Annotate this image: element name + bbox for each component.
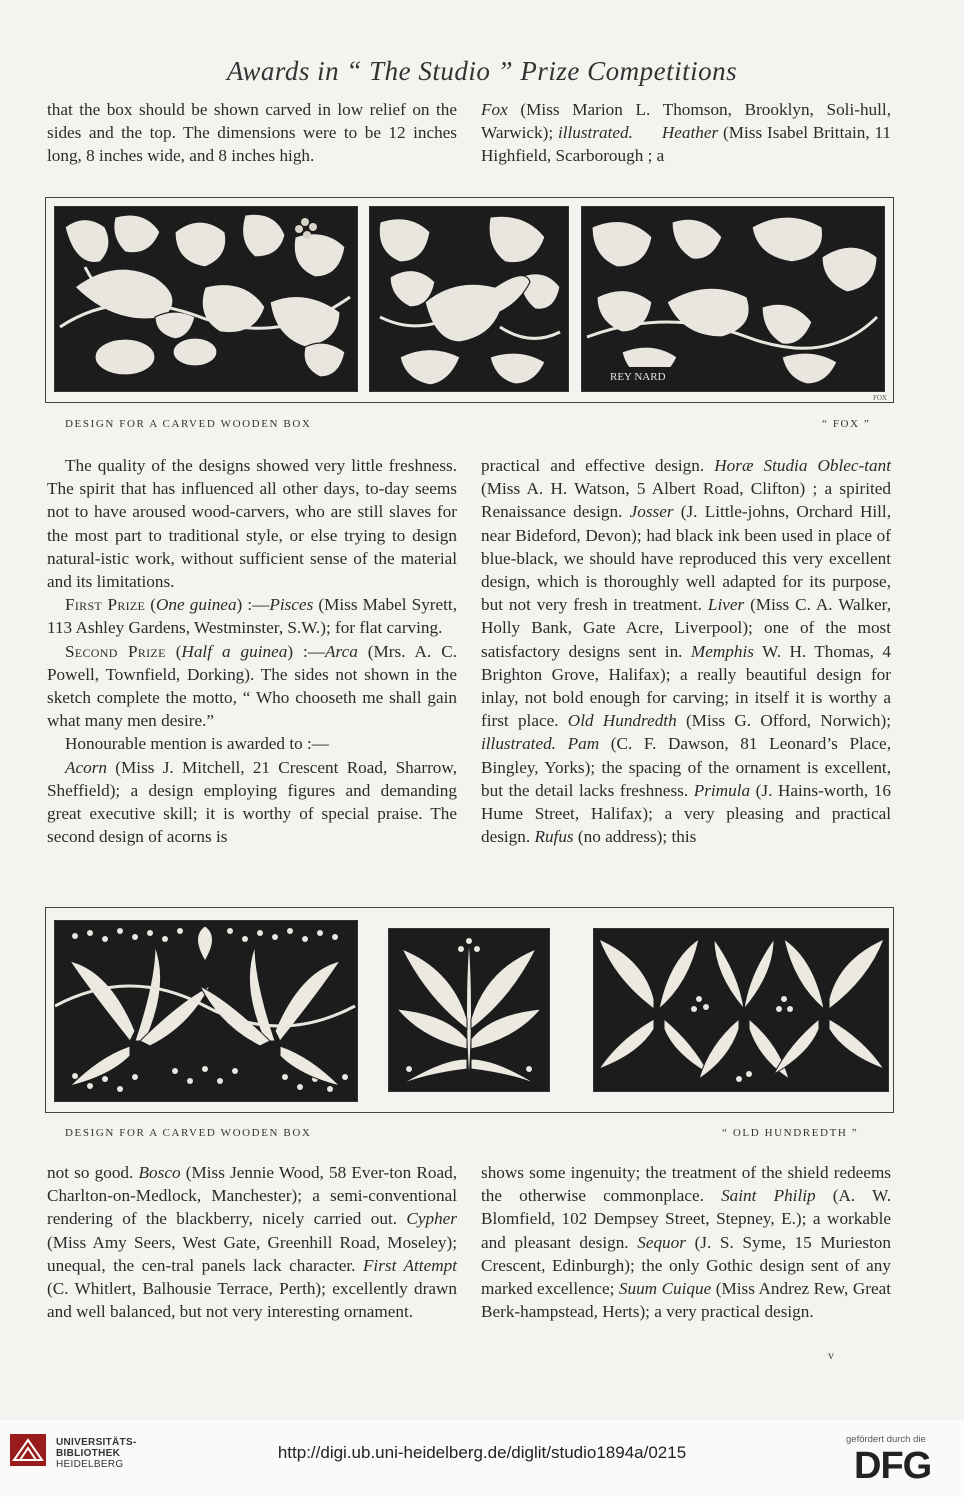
fox-corner-label: FOX bbox=[872, 394, 887, 402]
figure-old-hundredth-panel-left bbox=[54, 920, 358, 1102]
entry-josser: Josser bbox=[629, 502, 674, 522]
page-title: Awards in “ The Studio ” Prize Competitions bbox=[226, 56, 738, 86]
second-prize-details: (Mrs. A. C. Powell, Townfield, Dorking). The sides not shown in the sketch complete the motto, “ Who chooseth me shall gain what many men desire.” bbox=[47, 641, 457, 731]
text-run: (J. Little-johns, Orchard Hill, near Bideford, Devon); had black ink been used in place of blue-black, we should have reproduced this very excellent design, which is thoroughly well adapted for its purpose, but not very fresh in treatment. bbox=[481, 502, 891, 615]
text-run: (C. Whitlert, Balhousie Terrace, Perth); excellently drawn and well balanced, but not very interesting ornament. bbox=[47, 1279, 457, 1322]
entry-primula: Primula bbox=[693, 780, 751, 800]
fox-panel-center-image bbox=[370, 207, 568, 391]
middle-left-text bbox=[47, 454, 457, 848]
first-prize-details: (Miss Mabel Syrett, 113 Ashley Gardens, Westminster, S.W.); for flat carving. bbox=[47, 595, 457, 638]
text-run: shows some ingenuity; the treatment of the shield redeems the otherwise commonplace. bbox=[481, 1163, 891, 1206]
entry-memphis: Memphis bbox=[690, 641, 754, 661]
second-prize-name: Arca bbox=[325, 641, 358, 661]
middle-right-paragraph bbox=[481, 454, 891, 848]
figure-fox-panel-right bbox=[581, 206, 885, 392]
entry-sequor: Sequor bbox=[637, 1232, 686, 1252]
entry-cypher: Cypher bbox=[406, 1209, 457, 1229]
figure-old-hundredth-panel-right bbox=[593, 928, 889, 1092]
acorn-paragraph bbox=[47, 756, 457, 849]
second-prize-amount: Half a guinea bbox=[181, 641, 288, 661]
text-run: W. H. Thomas, 4 Brighton Grove, Halifax); a really beautiful design for inlay, not bold enough for carving; in itself it is worthy a first place. bbox=[481, 641, 892, 731]
top-right-paragraph bbox=[481, 98, 891, 168]
first-prize-name: Pisces bbox=[269, 595, 314, 615]
figure-old-hundredth-caption-left: DESIGN FOR A CARVED WOODEN BOX bbox=[65, 1127, 312, 1139]
figure-fox-box bbox=[45, 197, 894, 403]
reynard-label: REY NARD bbox=[610, 371, 666, 383]
entry-bosco: Bosco bbox=[138, 1163, 181, 1182]
entry-acorn: Acorn bbox=[65, 757, 108, 777]
top-left-paragraph: that the box should be shown carved in low relief on the sides and the top. The dimensions were to be 12 inches long, 8 inches wide, and 8 inches high. bbox=[47, 100, 457, 166]
bottom-right-text bbox=[481, 1161, 891, 1323]
entry-old-hundredth: Old Hundredth bbox=[567, 711, 677, 731]
entry-saint-philip: Saint Philip bbox=[721, 1186, 816, 1206]
figure-fox-panel-center bbox=[369, 206, 569, 392]
text-run: (A. W. Blomfield, 102 Dempsey Street, Stepney, E.); a workable and pleasant design. bbox=[481, 1186, 892, 1252]
library-line-3: HEIDELBERG bbox=[56, 1459, 124, 1470]
illustrated-note: illustrated. bbox=[557, 123, 633, 143]
figure-fox-caption-left: DESIGN FOR A CARVED WOODEN BOX bbox=[65, 418, 312, 430]
entry-suum-cuique: Suum Cuique bbox=[618, 1279, 712, 1299]
sponsor-note: gefördert durch die bbox=[846, 1434, 926, 1445]
text-run bbox=[556, 734, 568, 753]
entry-rufus: Rufus bbox=[534, 827, 574, 847]
first-prize-paragraph: First Prize (One guinea) :—Pisces (Miss Mabel Syrett, 113 Ashley Gardens, Westminster, S.W.); for flat carving. bbox=[47, 595, 457, 638]
fox-panel-left-image bbox=[55, 207, 357, 391]
dfg-logo-icon: DFG bbox=[854, 1445, 932, 1487]
figure-fox-panel-left bbox=[54, 206, 358, 392]
entry-first-attempt: First Attempt bbox=[362, 1255, 457, 1275]
first-prize-label: First Prize bbox=[65, 595, 146, 615]
quality-paragraph: The quality of the designs showed very little freshness. The spirit that has influenced all other days, to-day seems not to have aroused wood-carvers, who are still slaves for the most part to traditional style, or else trying to design natural-istic work, without sufficient sense of the material and its limitations. bbox=[47, 456, 457, 592]
text-run: (J. Hains-worth, 16 Hume Street, Halifax); a very pleasing and practical design. bbox=[481, 780, 891, 847]
top-right-text bbox=[481, 98, 891, 168]
entry-fox: Fox bbox=[481, 100, 508, 119]
source-url-link[interactable]: http://digi.ub.uni-heidelberg.de/diglit/studio1894a/0215 bbox=[277, 1443, 687, 1462]
library-line-2: BIBLIOTHEK bbox=[56, 1448, 121, 1459]
bottom-left-paragraph bbox=[47, 1161, 457, 1323]
figure-fox-caption-right: “ FOX ” bbox=[822, 418, 871, 430]
entry-heather: Heather bbox=[661, 123, 719, 143]
text-run: (J. S. Syme, 15 Murieston Crescent, Edinburgh); the only Gothic design sent of any marked excellence; bbox=[481, 1232, 891, 1299]
middle-right-text bbox=[481, 454, 891, 848]
fox-panel-right-image bbox=[582, 207, 884, 391]
old-hundredth-panel-center-image bbox=[389, 929, 549, 1091]
entry-heather-details: (Miss Isabel Brittain, 11 Highfield, Scarborough ; a bbox=[481, 123, 892, 166]
second-prize-label: Second Prize bbox=[65, 641, 166, 661]
entry-acorn-details: (Miss J. Mitchell, 21 Crescent Road, Sharrow, Sheffield); a design employing figures and demanding great executive skill; it is worthy of special praise. The second design of acorns is bbox=[47, 757, 457, 847]
honourable-mention-paragraph: Honourable mention is awarded to :— bbox=[65, 734, 329, 754]
library-line-1: UNIVERSITÄTS- bbox=[56, 1437, 137, 1448]
old-hundredth-panel-left-image bbox=[55, 921, 357, 1101]
second-prize-paragraph: Second Prize (Half a guinea) :—Arca (Mrs. A. C. Powell, Townfield, Dorking). The sides not shown in the sketch complete the motto, “ Who chooseth me shall gain what many men desire.” bbox=[47, 641, 457, 731]
entry-pam: Pam bbox=[567, 734, 600, 754]
entry-horae: Horæ Studia Oblec-tant bbox=[714, 456, 891, 475]
page-folio: v bbox=[828, 1348, 834, 1362]
figure-old-hundredth-caption-right: “ OLD HUNDREDTH ” bbox=[722, 1127, 859, 1139]
text-run: (no address); this bbox=[573, 827, 697, 847]
text-run: (Miss Andrez Rew, Great Berk-hampstead, Herts); a very practical design. bbox=[481, 1279, 891, 1322]
text-run: (C. F. Dawson, 81 Leonard’s Place, Bingley, Yorks); the spacing of the ornament is excellent, but the detail lacks freshness. bbox=[481, 734, 891, 800]
text-run: (Miss A. H. Watson, 5 Albert Road, Clifton) ; a spirited Renaissance design. bbox=[481, 479, 891, 522]
illustrated-note: illustrated. bbox=[481, 734, 556, 754]
top-left-text bbox=[47, 98, 457, 168]
text-run: practical and effective design. bbox=[481, 456, 715, 475]
bottom-right-paragraph bbox=[481, 1161, 891, 1323]
figure-old-hundredth-box bbox=[45, 907, 894, 1113]
text-run: not so good. bbox=[47, 1163, 139, 1182]
text-run: (Miss C. A. Walker, Holly Bank, Gate Acre, Liverpool); one of the most satisfactory designs sent in. bbox=[481, 595, 892, 661]
text-run: (Miss G. Offord, Norwich); bbox=[676, 711, 891, 731]
entry-liver: Liver bbox=[707, 595, 745, 615]
entry-fox-details: (Miss Marion L. Thomson, Brooklyn, Soli-hull, Warwick); bbox=[481, 100, 891, 143]
old-hundredth-panel-right-image bbox=[594, 929, 888, 1091]
text-run: (Miss Jennie Wood, 58 Ever-ton Road, Charlton-on-Medlock, Manchester); a semi-conventional rendering of the blackberry, nicely carried out. bbox=[47, 1163, 457, 1229]
text-run: (Miss Amy Seers, West Gate, Greenhill Road, Moseley); unequal, the cen-tral panels lack character. bbox=[47, 1232, 457, 1275]
bottom-left-text bbox=[47, 1161, 457, 1323]
figure-old-hundredth-panel-center bbox=[388, 928, 550, 1092]
first-prize-amount: One guinea bbox=[156, 595, 237, 615]
